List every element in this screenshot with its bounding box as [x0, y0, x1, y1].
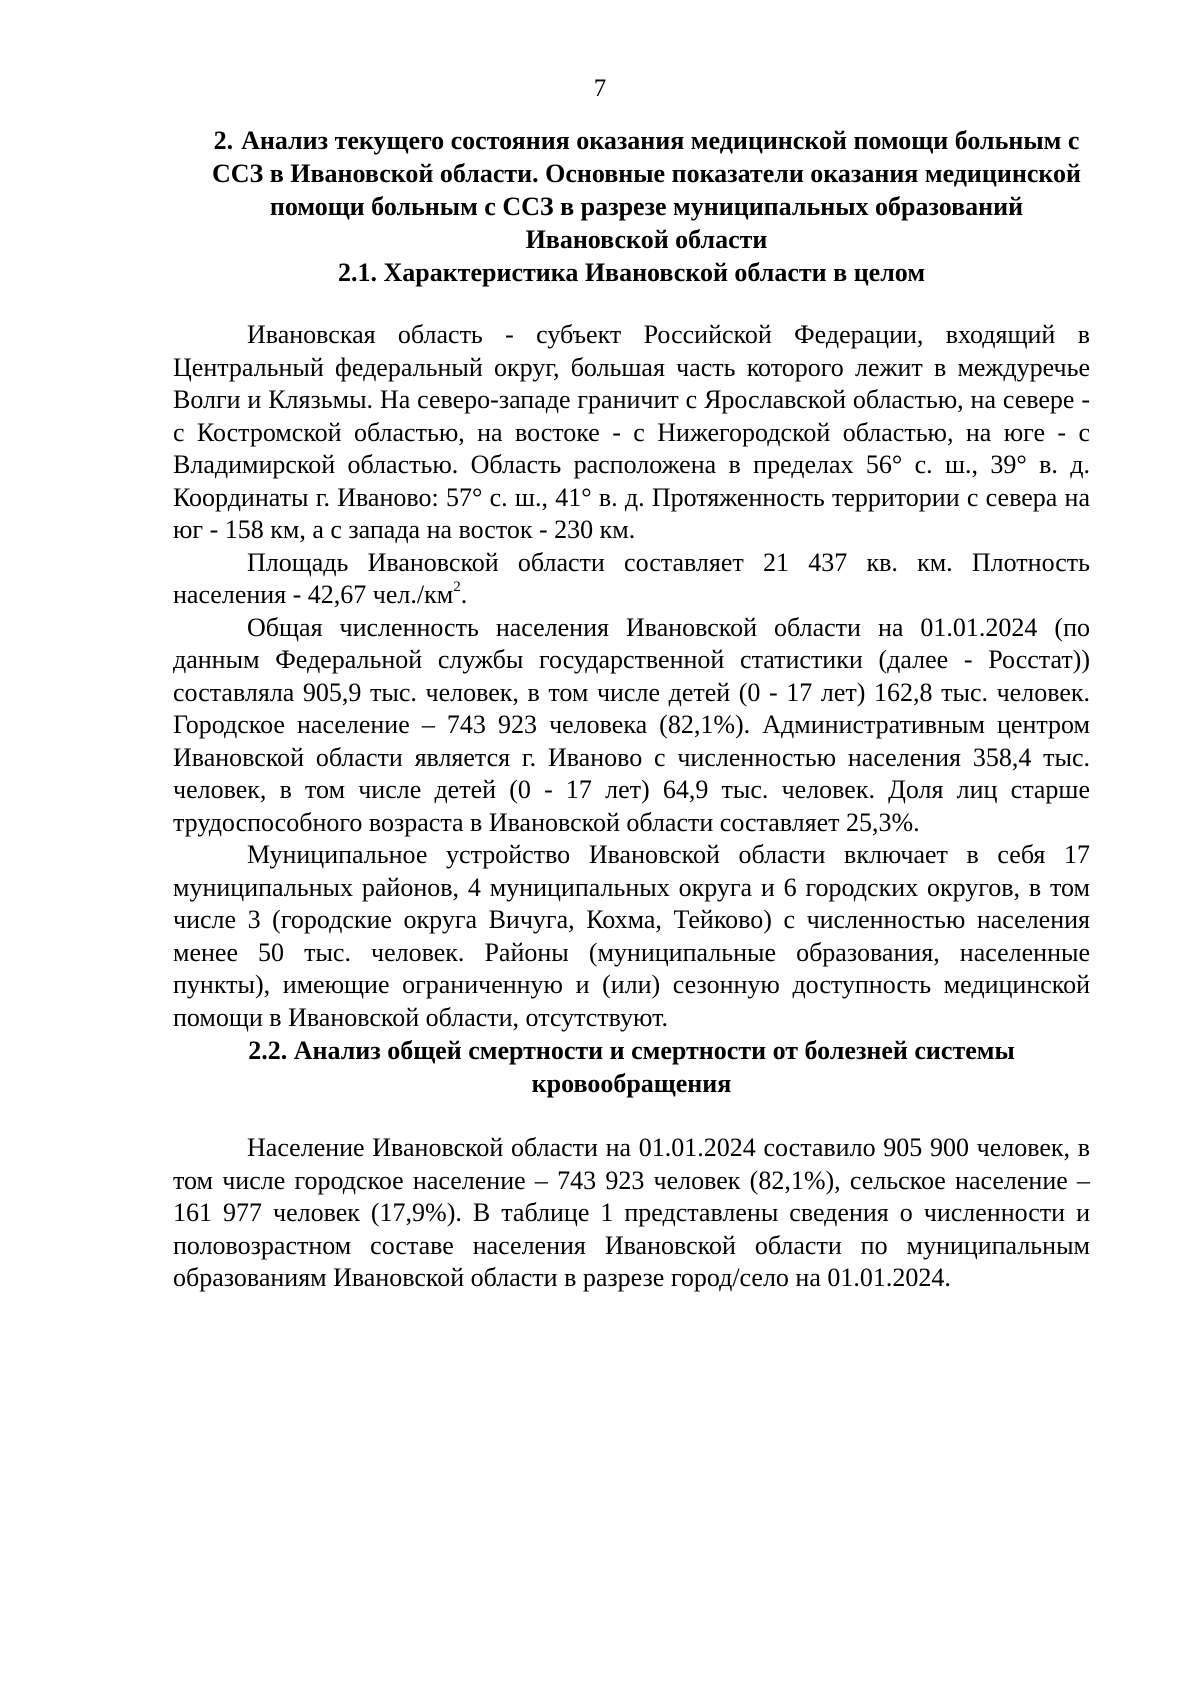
- page-number: 7: [593, 75, 607, 102]
- subsection-body-2-2: [173, 1132, 1090, 1295]
- subsection-heading-2-1: 2.1. Характеристика Ивановской области в целом: [337, 258, 926, 287]
- section-number: 2.: [213, 126, 234, 155]
- section-heading-text: Анализ текущего состояния оказания медицинской помощи больным с ССЗ в Ивановской области. Основные показатели оказания медицинской помощи больным с ССЗ в разрезе муниципальных образований Ивановской области: [211, 126, 1082, 254]
- paragraph-population-table-intro: Население Ивановской области на 01.01.2024 составило 905 900 человек, в том числе городское население – 743 923 человек (82,1%), сельское население – 161 977 человек (17,9%). В таблице 1 представлены сведения о численности и половозрастном составе населения Ивановской области по муниципальным образованиям Ивановской области в разрезе город/село на 01.01.2024.: [173, 1133, 1090, 1292]
- page-content: [173, 124, 1090, 1295]
- subsection-body-2-1: [173, 319, 1090, 1034]
- subsection-heading-2-2: 2.2. Анализ общей смертности и смертности от болезней системы кровообращения: [248, 1036, 1015, 1098]
- section-heading: [173, 124, 1090, 256]
- paragraph-municipal-structure: Муниципальное устройство Ивановской области включает в себя 17 муниципальных районов, 4 муниципальных округа и 6 городских округов, в том числе 3 (городские округа Вичуга, Кохма, Тейково) с численностью населения менее 50 тыс. человек. Районы (муниципальные образования, населенные пункты), имеющие ограниченную и (или) сезонную доступность медицинской помощи в Ивановской области, отсутствуют.: [173, 840, 1090, 1032]
- paragraph-area-density: [173, 547, 1090, 612]
- paragraph-region-overview: Ивановская область - субъект Российской Федерации, входящий в Центральный федеральный округ, большая часть которого лежит в междуречье Волги и Клязьмы. На северо-западе граничит с Ярославской областью, на севере - с Костромской областью, на востоке - с Нижегородской областью, на юге - с Владимирской областью. Область расположена в пределах 56° с. ш., 39° в. д. Координаты г. Иваново: 57° с. ш., 41° в. д. Протяженность территории с севера на юг - 158 км, а с запада на восток - 230 км.: [173, 320, 1090, 544]
- superscript-2: 2: [453, 579, 461, 595]
- paragraph-population: Общая численность населения Ивановской области на 01.01.2024 (по данным Федеральной службы государственной статистики (далее - Росстат)) составляла 905,9 тыс. человек, в том числе детей (0 - 17 лет) 162,8 тыс. человек. Городское население – 743 923 человека (82,1%). Административным центром Ивановской области является г. Иваново с численностью населения 358,4 тыс. человек, в том числе детей (0 - 17 лет) 64,9 тыс. человек. Доля лиц старше трудоспособного возраста в Ивановской области составляет 25,3%.: [173, 612, 1090, 837]
- area-density-end: .: [460, 580, 468, 609]
- area-density-text: Площадь Ивановской области составляет 21 437 кв. км. Плотность населения - 42,67 чел./км: [173, 547, 1090, 609]
